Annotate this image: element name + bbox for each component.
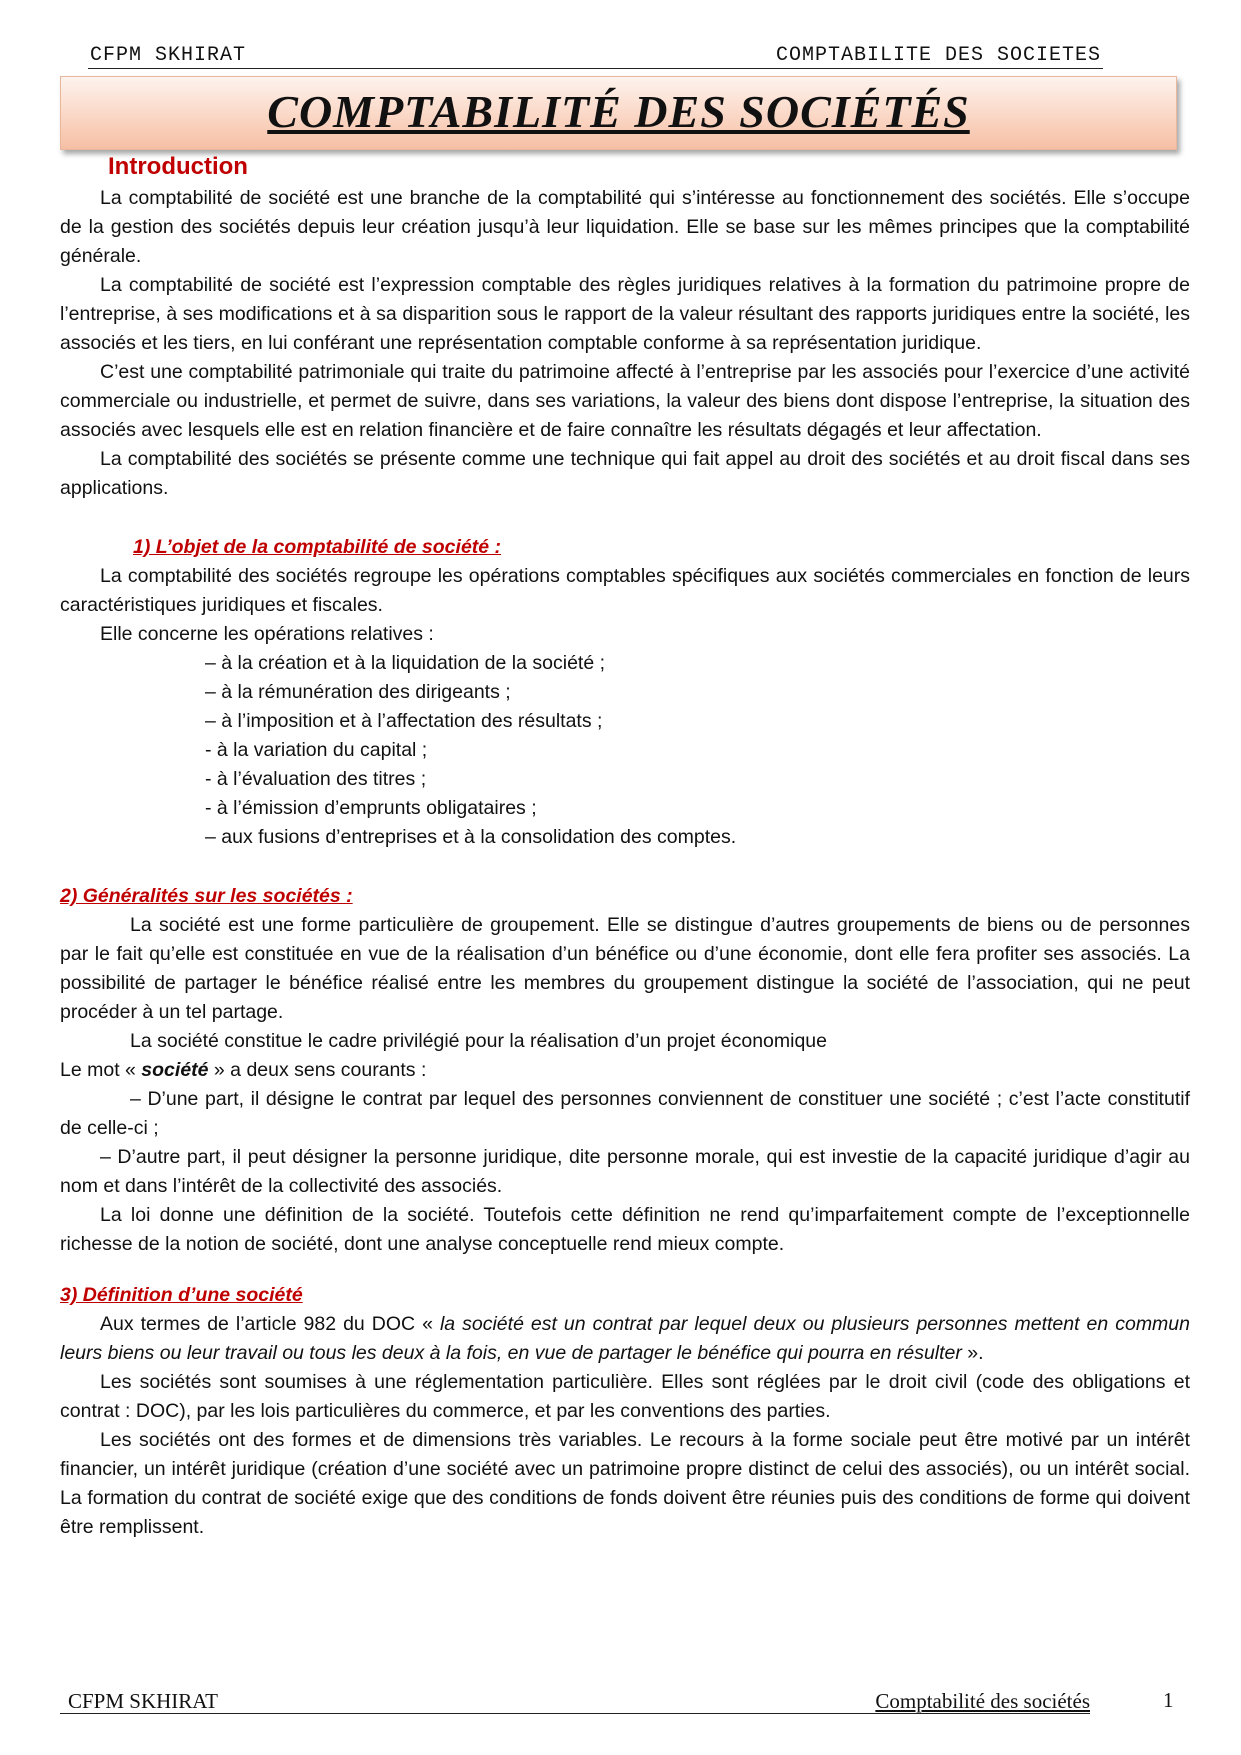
section-1-heading: 1) L’objet de la comptabilité de société : (133, 536, 502, 558)
section-3-paragraph-2: Les sociétés sont soumises à une réglementation particulière. Elles sont réglées par le droit civil (code des obligations et contrat : DOC), par les lois particulières du commerce, et par les conventions des parties. (60, 1371, 1190, 1422)
section-2-paragraph-2: La société constitue le cadre privilégié pour la réalisation d’un projet économique (130, 1030, 828, 1052)
section-3-paragraph-1 (60, 1310, 1190, 1368)
section-1-paragraph-1: La comptabilité des sociétés regroupe les opérations comptables spécifiques aux sociétés commerciales en fonction de leurs caractéristiques juridiques et fiscales. (60, 565, 1190, 616)
page-footer (60, 1689, 1090, 1738)
header-left: CFPM SKHIRAT (90, 44, 247, 67)
intro-paragraph-3: C’est une comptabilité patrimoniale qui traite du patrimoine affecté à l’entreprise par les associés pour l’exercice d’une activité commerciale ou industrielle, et permet de suivre, dans ses variations, la valeur des biens dont dispose l’entreprise, la situation des associés avec lesquels elle est en relation financière et de faire connaître les résultats dégagés et leur affectation. (60, 361, 1190, 441)
section-2-paragraph-3 (60, 1056, 1190, 1085)
section-1-paragraph-2: Elle concerne les opérations relatives : (100, 623, 434, 645)
section-2-heading: 2) Généralités sur les sociétés : (60, 885, 353, 907)
list-item: - à la variation du capital ; (205, 739, 428, 761)
footer-right: Comptabilité des sociétés (875, 1689, 1090, 1713)
document-body (60, 150, 1190, 1542)
section-3-heading: 3) Définition d’une société (60, 1284, 303, 1306)
list-item: – à la rémunération des dirigeants ; (205, 681, 511, 703)
list-item: - à l’émission d’emprunts obligataires ; (205, 797, 537, 819)
section-2-paragraph-1: La société est une forme particulière de groupement. Elle se distingue d’autres groupements de biens ou de personnes par le fait qu’elle est constituée en vue de la réalisation d’un bénéfice ou d’une économie, dont elle fera profiter ses associés. La possibilité de partager le bénéfice réalisé entre les membres du groupement distingue la société de l’association, qui ne peut procéder à un tel partage. (60, 914, 1190, 1023)
section-2-paragraph-6: La loi donne une définition de la société. Toutefois cette définition ne rend qu’imparfaitement compte de l’exceptionnelle richesse de la notion de société, dont une analyse conceptuelle rend mieux compte. (60, 1204, 1190, 1255)
text-run: ». (961, 1342, 984, 1364)
emphasis-word: société (141, 1059, 209, 1081)
section-2-paragraph-5: – D’autre part, il peut désigner la personne juridique, dite personne morale, qui est investie de la capacité juridique d’agir au nom et dans l’intérêt de la collectivité des associés. (60, 1146, 1190, 1197)
text-run: » a deux sens courants : (208, 1059, 427, 1081)
footer-left: CFPM SKHIRAT (68, 1689, 218, 1713)
intro-paragraph-4: La comptabilité des sociétés se présente comme une technique qui fait appel au droit des sociétés et au droit fiscal dans ses applications. (60, 448, 1190, 499)
page-title: COMPTABILITÉ DES SOCIÉTÉS (267, 86, 970, 137)
intro-paragraph-1: La comptabilité de société est une branche de la comptabilité qui s’intéresse au fonctionnement des sociétés. Elle s’occupe de la gestion des sociétés depuis leur création jusqu’à leur liquidation. Elle se base sur les mêmes principes que la comptabilité générale. (60, 187, 1190, 267)
list-item: - à l’évaluation des titres ; (205, 768, 427, 790)
section-3-paragraph-3: Les sociétés ont des formes et de dimensions très variables. Le recours à la forme sociale peut être motivé par un intérêt financier, un intérêt juridique (création d’une société avec un patrimoine propre distinct de celui des associés), ou un intérêt social. La formation du contrat de société exige que des conditions de fonds doivent être réunies puis des conditions de forme qui doivent être remplissent. (60, 1429, 1190, 1538)
page-number: 1 (1163, 1688, 1174, 1712)
intro-paragraph-2: La comptabilité de société est l’expression comptable des règles juridiques relatives à la formation du patrimoine propre de l’entreprise, à ses modifications et à sa disparition sous le rapport de la valeur résultant des rapports juridiques entre la société, les associés et les tiers, en lui conférant une représentation comptable conforme à sa représentation juridique. (60, 274, 1190, 354)
legal-quote: la société est un contrat par lequel deux ou plusieurs personnes mettent en commun leurs biens ou leur travail ou tous les deux à la fois, en vue de partager le bénéfice qui pourra en résulter (60, 1313, 1190, 1364)
page-header (88, 42, 1103, 69)
title-banner (60, 76, 1177, 150)
text-run: Le mot « (60, 1059, 142, 1081)
section-2-paragraph-4: – D’une part, il désigne le contrat par lequel des personnes conviennent de constituer une société ; c’est l’acte constitutif de celle-ci ; (60, 1088, 1190, 1139)
list-item: – aux fusions d’entreprises et à la consolidation des comptes. (205, 826, 737, 848)
list-item: – à l’imposition et à l’affectation des résultats ; (205, 710, 603, 732)
header-right: COMPTABILITE DES SOCIETES (775, 44, 1101, 67)
text-run: Aux termes de l’article 982 du DOC « (100, 1313, 440, 1335)
list-item: – à la création et à la liquidation de la société ; (205, 652, 606, 674)
intro-heading: Introduction (108, 153, 248, 180)
